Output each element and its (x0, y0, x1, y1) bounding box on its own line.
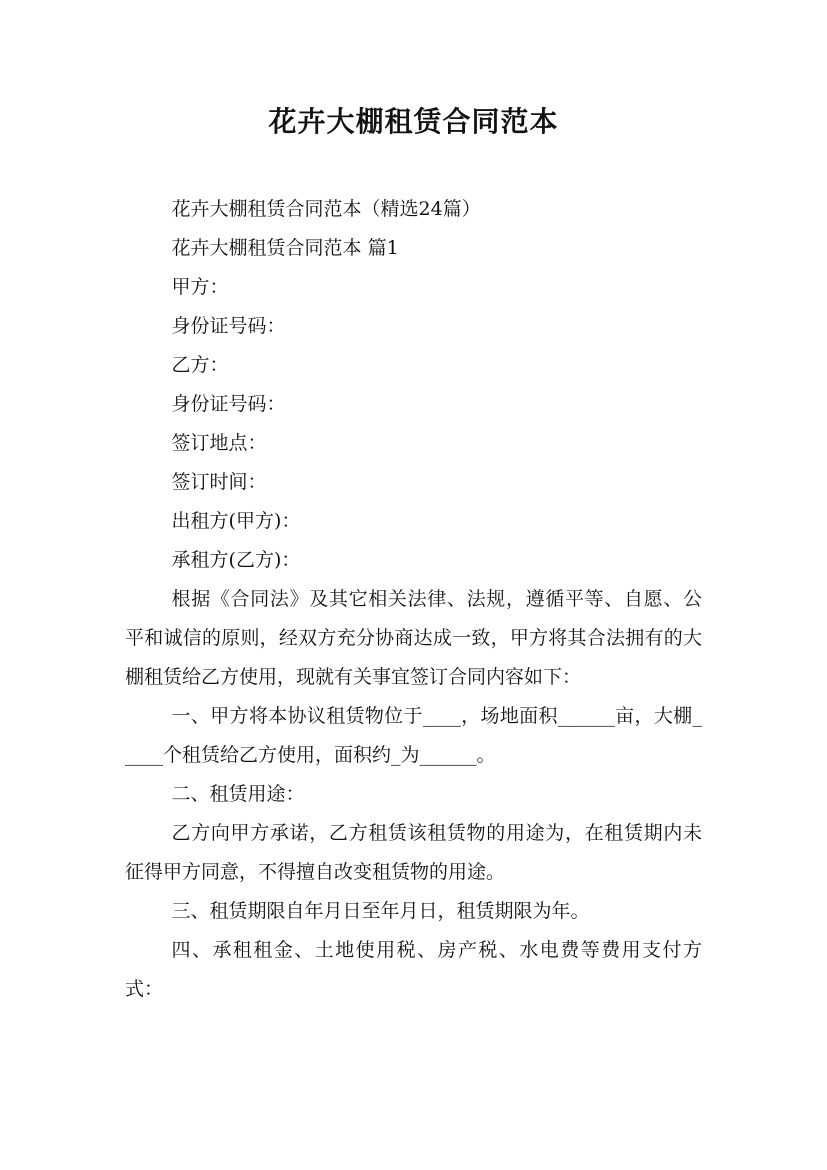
paragraph-section-heading: 花卉大棚租赁合同范本 篇1 (171, 237, 399, 259)
document-body (125, 190, 702, 1009)
paragraph-party-a: 甲方： (171, 276, 229, 298)
paragraph-clause-4: 四、承租租金、土地使用税、房产税、水电费等费用支付方式： (125, 939, 702, 1000)
paragraph-signing-place: 签订地点： (171, 432, 267, 454)
paragraph-lessee: 承租方(乙方)： (171, 549, 301, 571)
paragraph-preamble: 根据《合同法》及其它相关法律、法规，遵循平等、自愿、公平和诚信的原则，经双方充分协商达成一致，甲方将其合法拥有的大棚租赁给乙方使用，现就有关事宜签订合同内容如下： (125, 588, 702, 688)
paragraph-party-a-id: 身份证号码： (171, 315, 286, 337)
paragraph-subtitle: 花卉大棚租赁合同范本（精选24篇） (171, 198, 481, 220)
paragraph-lessor: 出租方(甲方)： (171, 510, 301, 532)
document-title: 花卉大棚租赁合同范本 (268, 105, 559, 138)
paragraph-clause-2-heading: 二、租赁用途： (171, 783, 305, 805)
paragraph-party-b-id: 身份证号码： (171, 393, 286, 415)
paragraph-clause-2-body: 乙方向甲方承诺，乙方租赁该租赁物的用途为，在租赁期内未征得甲方同意，不得擅自改变租赁物的用途。 (125, 822, 702, 883)
paragraph-clause-3: 三、租赁期限自年月日至年月日，租赁期限为年。 (171, 900, 590, 922)
paragraph-party-b: 乙方： (171, 354, 229, 376)
paragraph-clause-1: 一、甲方将本协议租赁物位于____，场地面积______亩，大棚_____个租赁给乙方使用，面积约_为______。 (125, 705, 702, 766)
paragraph-signing-time: 签订时间： (171, 471, 267, 493)
